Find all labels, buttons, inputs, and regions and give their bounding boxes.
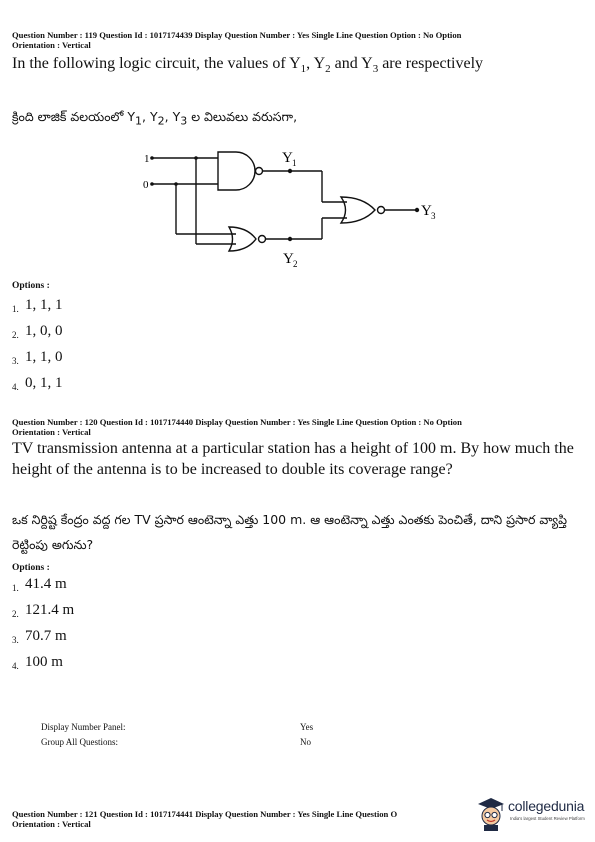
q119-meta	[12, 30, 582, 50]
q119-telugu-sub: 1	[135, 114, 143, 128]
q119-option-3[interactable]	[12, 349, 63, 366]
y2-dot	[288, 237, 292, 241]
and-bubble	[256, 168, 263, 175]
input-label-bottom: 0	[143, 179, 149, 191]
option-text: 0, 1, 1	[25, 375, 63, 391]
y3-label-sub: 3	[431, 211, 436, 221]
group-all-questions-label: Group All Questions:	[41, 737, 119, 747]
q120-question-text: TV transmission antenna at a particular station has a height of 100 m. By how much the height of the antenna is to be increased to double its coverage range?	[12, 440, 574, 478]
input-label-top: 1	[144, 153, 150, 165]
q119-telugu-part: ల విలువలు వరుసగా,	[187, 109, 298, 124]
y1-label-sub: 1	[292, 158, 297, 168]
display-number-panel-value: Yes	[300, 722, 314, 732]
q120-option-2[interactable]	[12, 602, 74, 619]
q120-telugu-text: ఒక నిర్దిష్ట కేంద్రం వద్ద గల TV ప్రసార ఆంటెన్నా ఎత్తు 100 m. ఆ ఆంటెన్నా ఎత్తు ఎంతకు పెంచితే, దాని ప్రసార వ్యాప్తి రెట్టింపు అగును?	[12, 512, 568, 552]
display-number-panel-label: Display Number Panel:	[41, 722, 126, 732]
q119-question-text	[12, 53, 587, 80]
option-number: 2.	[12, 330, 19, 340]
q120-meta-line2: Orientation : Vertical	[12, 427, 91, 437]
option-text: 1, 0, 0	[25, 323, 63, 339]
y2-label-sub: 2	[293, 259, 298, 269]
q119-text-part: In the following logic circuit, the values of Y	[12, 55, 301, 72]
option-number: 4.	[12, 661, 19, 671]
y2-label: Y	[283, 251, 294, 267]
input-dot-1	[150, 156, 154, 160]
option-text: 1, 1, 0	[25, 349, 63, 365]
nor-bubble	[259, 236, 266, 243]
q120-option-3[interactable]	[12, 628, 67, 645]
option-text: 1, 1, 1	[25, 297, 63, 313]
q119-telugu-sub: 3	[180, 114, 188, 128]
option-number: 3.	[12, 635, 19, 645]
q119-option-1[interactable]	[12, 297, 63, 314]
group-all-questions-value: No	[300, 737, 311, 747]
q119-meta-line1: Question Number : 119 Question Id : 1017174439 Display Question Number : Yes Single Line Question Option : No Option	[12, 30, 462, 40]
option-text: 41.4 m	[25, 576, 67, 592]
y3-label: Y	[421, 203, 432, 219]
collegedunia-logo[interactable]	[476, 795, 591, 831]
logic-circuit-diagram	[0, 140, 595, 275]
nor-gate	[229, 227, 256, 251]
q119-text-part: and Y	[330, 55, 373, 72]
q119-meta-line2: Orientation : Vertical	[12, 40, 91, 50]
option-number: 4.	[12, 382, 19, 392]
q120-option-4[interactable]	[12, 654, 63, 671]
option-number: 2.	[12, 609, 19, 619]
q119-text-part: are respectively	[378, 55, 484, 72]
option-text: 100 m	[25, 654, 63, 670]
q119-option-2[interactable]	[12, 323, 63, 340]
q120-meta-line1: Question Number : 120 Question Id : 1017174440 Display Question Number : Yes Single Line Question Option : No Option	[12, 417, 462, 427]
q119-option-4[interactable]	[12, 375, 63, 392]
mascot-icon	[476, 795, 506, 831]
option-text: 121.4 m	[25, 602, 75, 618]
q119-telugu-part: క్రింది లాజిక్ వలయంలో Y	[12, 109, 136, 124]
q121-meta-line2: Orientation : Vertical	[12, 819, 91, 829]
q119-options-label: Options :	[12, 281, 50, 291]
q119-text-part: , Y	[306, 55, 326, 72]
y1-dot	[288, 169, 292, 173]
q120-meta	[12, 417, 582, 437]
y1-label: Y	[282, 150, 293, 166]
q119-telugu-text	[12, 104, 587, 134]
option-text: 70.7 m	[25, 628, 67, 644]
q119-telugu-sub: 2	[157, 114, 165, 128]
input-dot-0	[150, 182, 154, 186]
q119-sub: 2	[325, 63, 331, 76]
q119-sub: 3	[372, 63, 379, 76]
option-number: 1.	[12, 583, 19, 593]
q121-meta	[12, 809, 472, 829]
logo-name: collegedunia	[508, 798, 585, 814]
output-bubble	[378, 207, 385, 214]
logo-tagline: India's largest Student Review Platform	[510, 816, 585, 821]
q119-sub: 1	[300, 63, 307, 76]
output-or-gate	[341, 197, 375, 223]
q119-telugu-part: , Y	[164, 109, 181, 124]
y3-dot	[415, 208, 419, 212]
option-number: 1.	[12, 304, 19, 314]
q120-options-label: Options :	[12, 563, 50, 573]
and-gate	[218, 152, 255, 190]
q120-option-1[interactable]	[12, 576, 67, 593]
option-number: 3.	[12, 356, 19, 366]
q121-meta-line1: Question Number : 121 Question Id : 1017174441 Display Question Number : Yes Single Line Question O	[12, 809, 398, 819]
q119-telugu-part: , Y	[142, 109, 158, 124]
